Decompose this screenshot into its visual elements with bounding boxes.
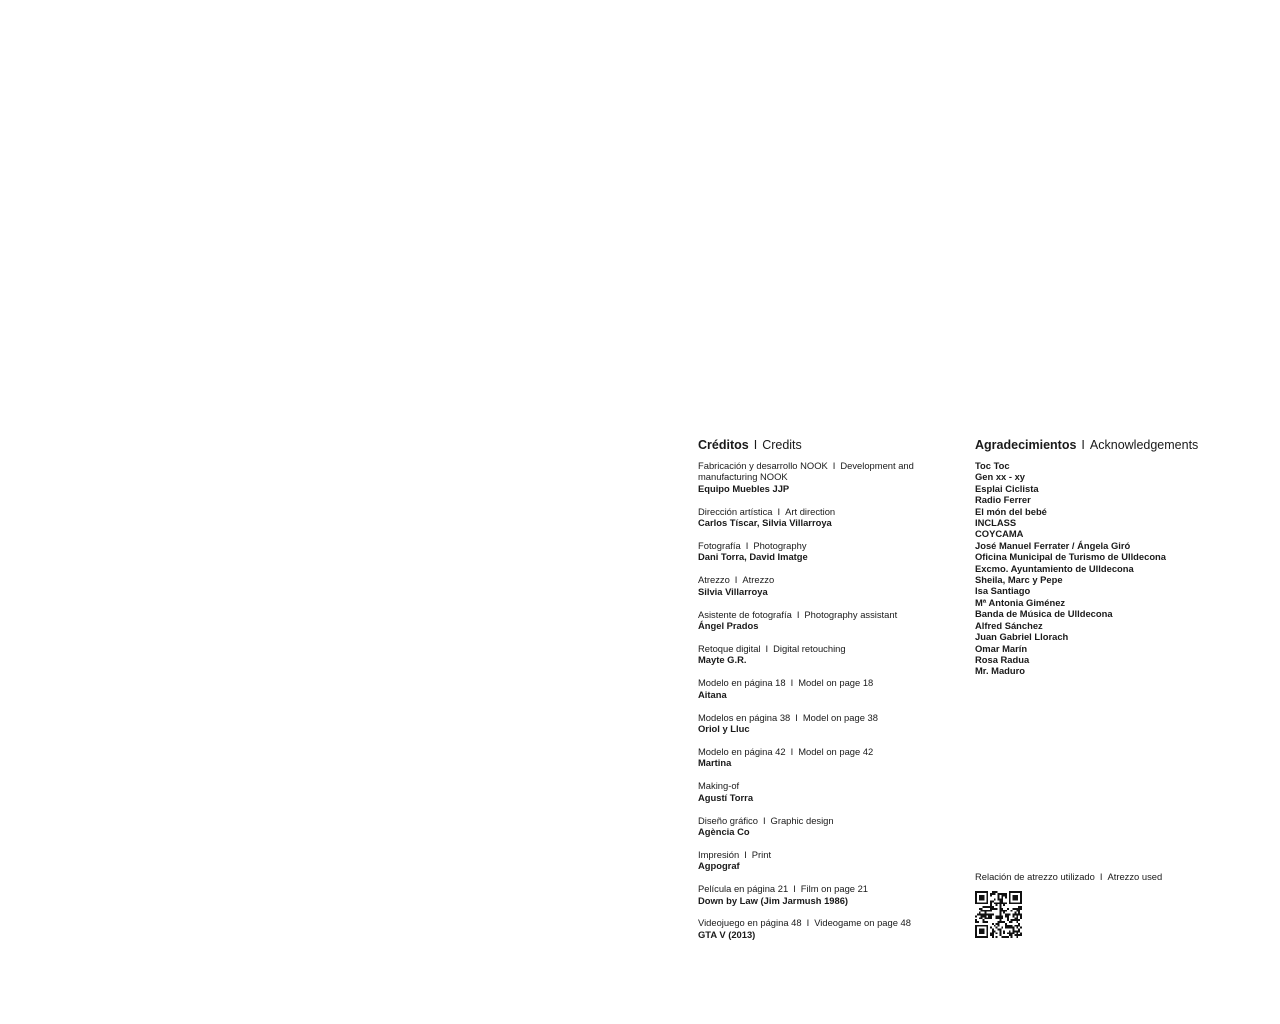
acknowledgement-item: Omar Marín	[975, 642, 1028, 654]
credit-role-es: Asistente de fotografía	[698, 608, 792, 620]
credit-role-en: Art direction	[785, 505, 836, 517]
credit-name: Aitana	[698, 688, 727, 700]
credit-entry	[698, 815, 948, 838]
acknowledgements-list	[975, 460, 1235, 677]
credit-name: Silvia Villarroya	[698, 585, 768, 597]
credit-role	[698, 815, 948, 826]
acknowledgement-item: Sheila, Marc y Pepe	[975, 574, 1063, 586]
credit-role-es: Fabricación y desarrollo NOOK	[698, 460, 828, 471]
credit-name: Agència Co	[698, 825, 750, 837]
props-used-section	[975, 871, 1235, 938]
acknowledgement-item: INCLASS	[975, 517, 1017, 529]
props-used-label-en: Atrezzo used	[1107, 871, 1163, 882]
credit-role	[698, 746, 948, 757]
acknowledgement-item: Isa Santiago	[975, 585, 1031, 597]
credit-role-es: Retoque digital	[698, 642, 761, 654]
acknowledgements-heading-separator: I	[1081, 438, 1085, 452]
credit-role	[698, 883, 948, 894]
credit-role	[698, 712, 948, 723]
credit-entry	[698, 746, 948, 769]
credit-role-en: Photography assistant	[804, 608, 898, 620]
acknowledgement-item: Juan Gabriel Llorach	[975, 631, 1069, 643]
acknowledgement-item: Alfred Sánchez	[975, 619, 1043, 631]
credit-entry	[698, 540, 948, 563]
credit-name: GTA V (2013)	[698, 928, 756, 940]
acknowledgement-item: Gen xx - xy	[975, 471, 1026, 483]
acknowledgement-item: Rosa Radua	[975, 653, 1030, 665]
credit-role-separator: I	[745, 540, 749, 552]
credit-role	[698, 677, 948, 688]
credits-heading-primary: Créditos	[698, 438, 749, 452]
credit-role-separator: I	[790, 677, 794, 689]
credit-role-separator: I	[777, 505, 781, 517]
acknowledgement-item: COYCAMA	[975, 528, 1024, 540]
credit-role-es: Película en página 21	[698, 883, 789, 895]
credit-role	[698, 780, 948, 791]
acknowledgement-item: Excmo. Ayuntamiento de Ulldecona	[975, 562, 1134, 574]
credit-role-en: Model on page 38	[802, 711, 878, 723]
credits-list	[698, 460, 948, 940]
credit-entry	[698, 460, 948, 494]
credit-name: Equipo Muebles JJP	[698, 482, 790, 494]
acknowledgement-item: Toc Toc	[975, 460, 1010, 471]
credit-role-en: Development and manufacturing NOOK	[698, 460, 914, 483]
credit-role	[698, 540, 948, 551]
credit-role	[698, 574, 948, 585]
acknowledgement-item: El món del bebé	[975, 505, 1047, 517]
credit-name: Agustí Torra	[698, 791, 754, 803]
credit-role-separator: I	[832, 460, 836, 471]
credit-entry	[698, 849, 948, 872]
credit-role-separator: I	[744, 848, 747, 860]
credits-heading-separator: I	[753, 438, 758, 452]
credit-role-es: Atrezzo	[698, 574, 730, 586]
credit-role-es: Making-of	[698, 780, 740, 792]
credit-role-en: Film on page 21	[800, 883, 869, 895]
credit-role-en: Videogame on page 48	[814, 917, 911, 929]
acknowledgement-item: Banda de Música de Ulldecona	[975, 608, 1113, 620]
credit-name: Carlos Tíscar, Silvia Villarroya	[698, 517, 832, 529]
credit-name: Agpograf	[698, 860, 740, 872]
credit-role-es: Modelos en página 38	[698, 711, 791, 723]
props-used-caption	[975, 871, 1235, 882]
credit-role	[698, 460, 948, 483]
acknowledgement-item: Esplai Ciclista	[975, 482, 1039, 494]
credit-name: Dani Torra, David Imatge	[698, 551, 808, 563]
credit-entry	[698, 506, 948, 529]
credit-role	[698, 849, 948, 860]
props-used-label-es: Relación de atrezzo utilizado	[975, 871, 1095, 882]
acknowledgements-section	[975, 437, 1235, 677]
credit-role-separator: I	[795, 711, 798, 723]
acknowledgement-item: Mr. Maduro	[975, 665, 1026, 677]
credit-role-es: Modelo en página 42	[698, 745, 786, 757]
credit-role	[698, 506, 948, 517]
credit-role-en: Atrezzo	[742, 574, 775, 586]
credit-role-es: Fotografía	[698, 540, 741, 552]
credit-role	[698, 609, 948, 620]
credit-entry	[698, 883, 948, 906]
credit-role-separator: I	[806, 917, 810, 929]
credit-entry	[698, 643, 948, 666]
credit-name: Martina	[698, 757, 732, 769]
credit-role-separator: I	[793, 883, 796, 895]
credit-role-en: Model on page 18	[798, 677, 874, 689]
credit-role-en: Print	[751, 848, 772, 860]
credit-role-es: Dirección artística	[698, 505, 773, 517]
credit-role-en: Graphic design	[770, 814, 834, 826]
credit-entry	[698, 780, 948, 803]
credit-role-en: Digital retouching	[773, 642, 846, 654]
acknowledgements-heading-secondary: Acknowledgements	[1089, 438, 1199, 452]
credit-role-separator: I	[762, 814, 766, 826]
credit-role	[698, 917, 948, 928]
qr-code-icon[interactable]	[975, 891, 1022, 938]
credit-role-separator: I	[765, 642, 769, 654]
credit-name: Down by Law (Jim Jarmush 1986)	[698, 894, 849, 906]
credit-role-es: Modelo en página 18	[698, 677, 786, 689]
credit-role-es: Diseño gráfico	[698, 814, 758, 826]
credit-role-separator: I	[796, 608, 800, 620]
credit-role-es: Videojuego en página 48	[698, 917, 802, 929]
credits-heading	[698, 437, 948, 453]
credit-role-en: Model on page 42	[798, 745, 874, 757]
credit-role-en: Photography	[753, 540, 807, 552]
credit-role-separator: I	[734, 574, 738, 586]
credit-role-es: Impresión	[698, 848, 740, 860]
acknowledgement-item: Mª Antonia Giménez	[975, 596, 1066, 608]
credits-heading-secondary: Credits	[762, 438, 802, 452]
credit-role-separator: I	[790, 745, 794, 757]
credit-entry	[698, 574, 948, 597]
acknowledgement-item: Oficina Municipal de Turismo de Ulldecona	[975, 551, 1167, 563]
acknowledgements-heading-primary: Agradecimientos	[975, 438, 1077, 452]
credit-entry	[698, 609, 948, 632]
acknowledgements-heading	[975, 437, 1235, 453]
credit-entry	[698, 917, 948, 940]
credits-section	[698, 437, 948, 952]
credit-name: Mayte G.R.	[698, 654, 747, 666]
acknowledgement-item: Radio Ferrer	[975, 494, 1031, 506]
props-used-separator: I	[1099, 871, 1103, 882]
credit-entry	[698, 712, 948, 735]
credit-entry	[698, 677, 948, 700]
acknowledgement-item: José Manuel Ferrater / Ángela Giró	[975, 539, 1131, 551]
credit-role	[698, 643, 948, 654]
credit-name: Oriol y Lluc	[698, 723, 750, 734]
credit-name: Ángel Prados	[698, 620, 759, 632]
